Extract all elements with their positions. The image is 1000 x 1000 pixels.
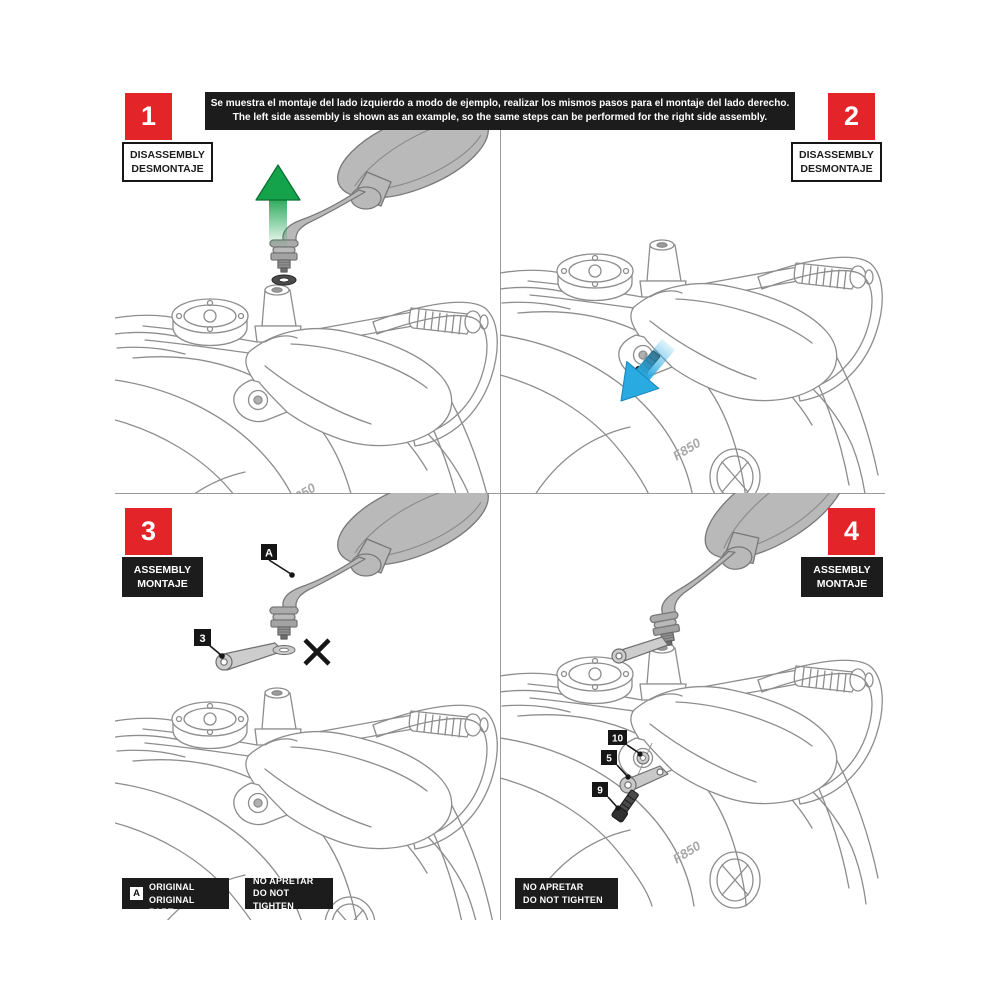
note-banner-es: Se muestra el montaje del lado izquierdo a modo de ejemplo, realizar los mismos pasos para el montaje del lado derecho. bbox=[210, 97, 790, 109]
original-part-en: ORIGINAL PART bbox=[149, 894, 195, 917]
no-tighten-es: NO APRETAR bbox=[523, 882, 584, 893]
step-3-label-es: MONTAJE bbox=[137, 578, 188, 590]
svg-text:5: 5 bbox=[606, 753, 612, 765]
step-4-badge bbox=[828, 508, 875, 555]
callout-9 bbox=[592, 782, 621, 811]
step-3-label-en: ASSEMBLY bbox=[133, 563, 192, 576]
step-2-label bbox=[791, 142, 882, 182]
step-2-badge bbox=[828, 93, 875, 140]
step-4-number: 4 bbox=[843, 516, 860, 546]
no-tighten-es: NO APRETAR bbox=[253, 876, 314, 887]
svg-text:A: A bbox=[265, 547, 273, 560]
no-tighten-note-panel3 bbox=[245, 878, 333, 909]
step-4-label-en: ASSEMBLY bbox=[813, 563, 871, 576]
step-1-label bbox=[122, 142, 213, 182]
step-3-number: 3 bbox=[140, 516, 157, 546]
new-bracket-part bbox=[216, 643, 283, 670]
no-tighten-note-panel4 bbox=[515, 878, 618, 909]
step-1-number: 1 bbox=[140, 101, 157, 131]
step-4-label-es: MONTAJE bbox=[816, 578, 868, 590]
original-part-note bbox=[122, 870, 229, 917]
note-banner bbox=[205, 92, 795, 130]
original-part-es: PIEZA ORIGINAL bbox=[149, 870, 195, 893]
step-2-number: 2 bbox=[843, 101, 860, 131]
step-2-label-en: DISASSEMBLY bbox=[799, 148, 874, 161]
step-1-badge bbox=[125, 93, 172, 140]
oring-washer bbox=[272, 275, 296, 285]
step-1-label-en: DISASSEMBLY bbox=[130, 148, 205, 161]
step-1-label-es: DESMONTAJE bbox=[131, 163, 204, 175]
step-3-badge bbox=[125, 508, 172, 555]
no-tighten-en: DO NOT TIGHTEN bbox=[253, 888, 294, 911]
note-banner-en: The left side assembly is shown as an example, so the same steps can be performed for the right side assembly. bbox=[232, 112, 768, 123]
callout-a bbox=[261, 544, 295, 578]
step-3-label bbox=[122, 557, 203, 597]
svg-text:10: 10 bbox=[611, 733, 624, 745]
svg-text:3: 3 bbox=[199, 633, 206, 645]
callout-3 bbox=[194, 629, 225, 659]
mirror-being-installed bbox=[270, 493, 500, 639]
gray-washer bbox=[273, 646, 295, 655]
step-4-label bbox=[801, 557, 883, 597]
svg-text:9: 9 bbox=[597, 785, 603, 797]
original-part-badge: A bbox=[130, 887, 143, 900]
no-tighten-en: DO NOT TIGHTEN bbox=[523, 894, 603, 905]
step-2-label-es: DESMONTAJE bbox=[800, 163, 873, 175]
discard-cross-icon bbox=[305, 640, 329, 664]
